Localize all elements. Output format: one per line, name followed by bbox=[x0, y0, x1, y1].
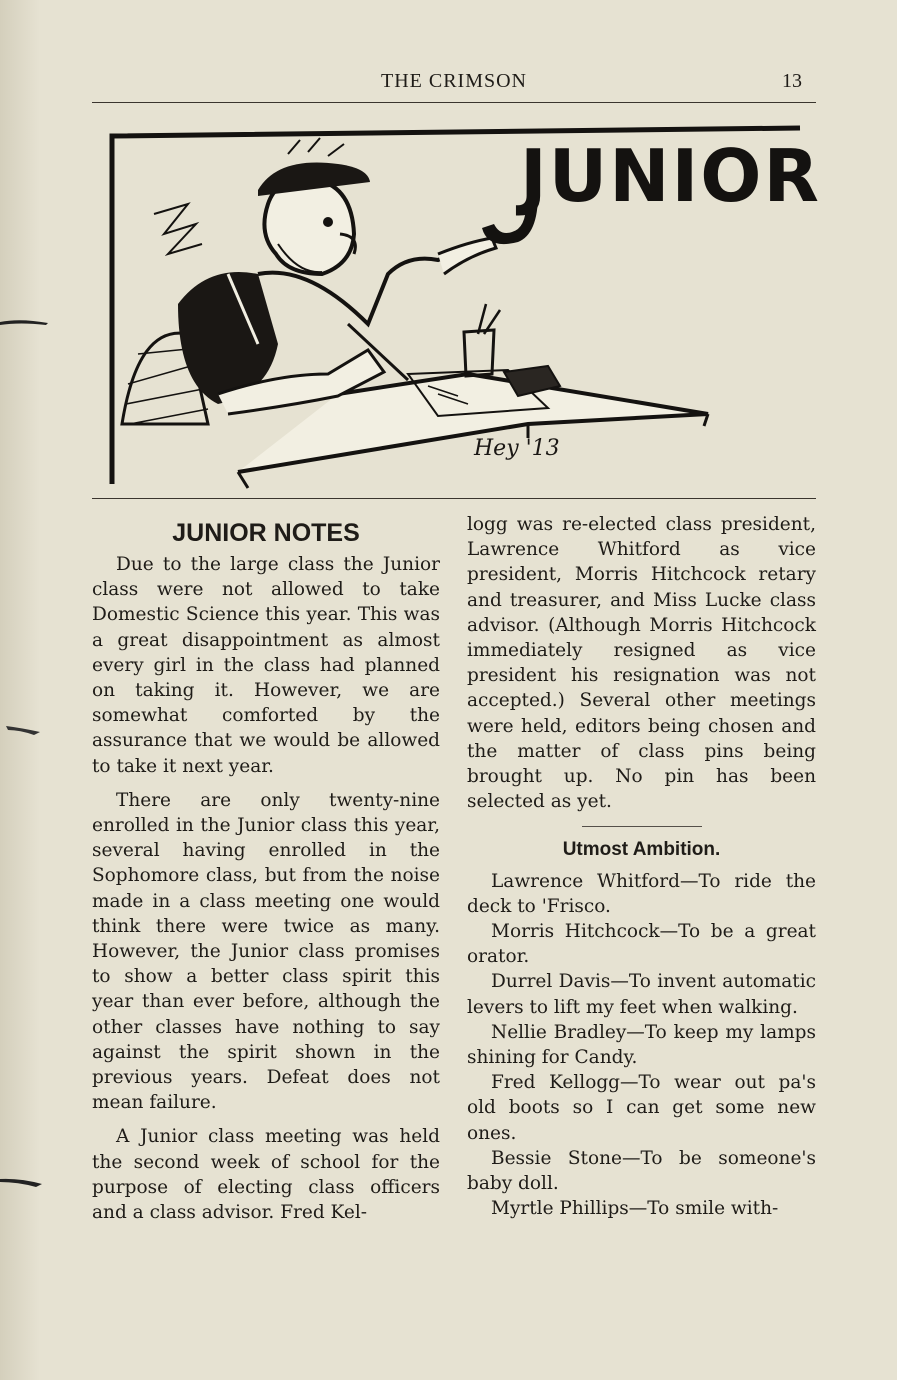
article-paragraph: Due to the large class the Junior class were not allowed to take Domestic Science this year. This was a great disappointment as almost every girl in the class had planned on taking it. However, we are somewhat comforted by the assurance that we would be allowed to take it next year. bbox=[92, 554, 440, 777]
ambition-entry: Nellie Bradley—To keep my lamps shining for Candy. bbox=[467, 1021, 816, 1069]
short-rule bbox=[582, 826, 702, 827]
artist-signature: Hey '13 bbox=[474, 436, 560, 461]
page-number: 13 bbox=[782, 70, 802, 92]
ambition-entry: Morris Hitchcock—To be a great orator. bbox=[467, 921, 816, 968]
ambition-entry: Durrel Davis—To invent automatic levers to lift my feet when walking. bbox=[467, 971, 816, 1018]
article-paragraph-continued: logg was re-elected class president, Lawrence Whitford as vice president, Morris Hitchcock retary and treasurer, and Miss Lucke class advisor. (Although Morris Hitchcock immediately resigned as vice president his resignation was not accepted.) Several other meetings were held, editors being chosen and the matter of class pins being brought up. No pin has been selected as yet. bbox=[467, 514, 816, 813]
binding-tear-mark bbox=[0, 316, 50, 328]
article-title: JUNIOR NOTES bbox=[172, 519, 360, 547]
binding-tear-mark bbox=[0, 724, 50, 736]
article-paragraph: A Junior class meeting was held the second week of school for the purpose of electing class officers and a class advisor. Fred Kel- bbox=[92, 1126, 440, 1224]
ambition-entry: Myrtle Phillips—To smile with- bbox=[491, 1198, 779, 1220]
article-paragraph: There are only twenty-nine enrolled in the Junior class this year, several having enrolled in the Sophomore class, but from the noise made in a class meeting one would think there were twice as many. However, the Junior class promises to show a better class spirit this year than ever before, although the other classes have nothing to say against the spirit shown in the previous years. Defeat does not mean failure. bbox=[92, 789, 440, 1114]
junior-banner-lettering: JUNIOR bbox=[520, 134, 821, 218]
left-column bbox=[92, 512, 440, 1225]
running-title: THE CRIMSON bbox=[380, 70, 527, 92]
section-divider bbox=[92, 498, 816, 499]
ambition-entry: Lawrence Whitford—To ride the deck to 'Frisco. bbox=[467, 870, 816, 917]
ambition-entry: Fred Kellogg—To wear out pa's old boots so I can get some new ones. bbox=[467, 1072, 816, 1144]
page-header bbox=[92, 66, 816, 103]
ambitions-heading: Utmost Ambition. bbox=[562, 839, 721, 861]
binding-tear-mark bbox=[0, 1176, 50, 1188]
ambition-entry: Bessie Stone—To be someone's baby doll. bbox=[467, 1147, 816, 1195]
page-edge-shadow bbox=[0, 0, 40, 1380]
right-column bbox=[467, 512, 816, 1221]
